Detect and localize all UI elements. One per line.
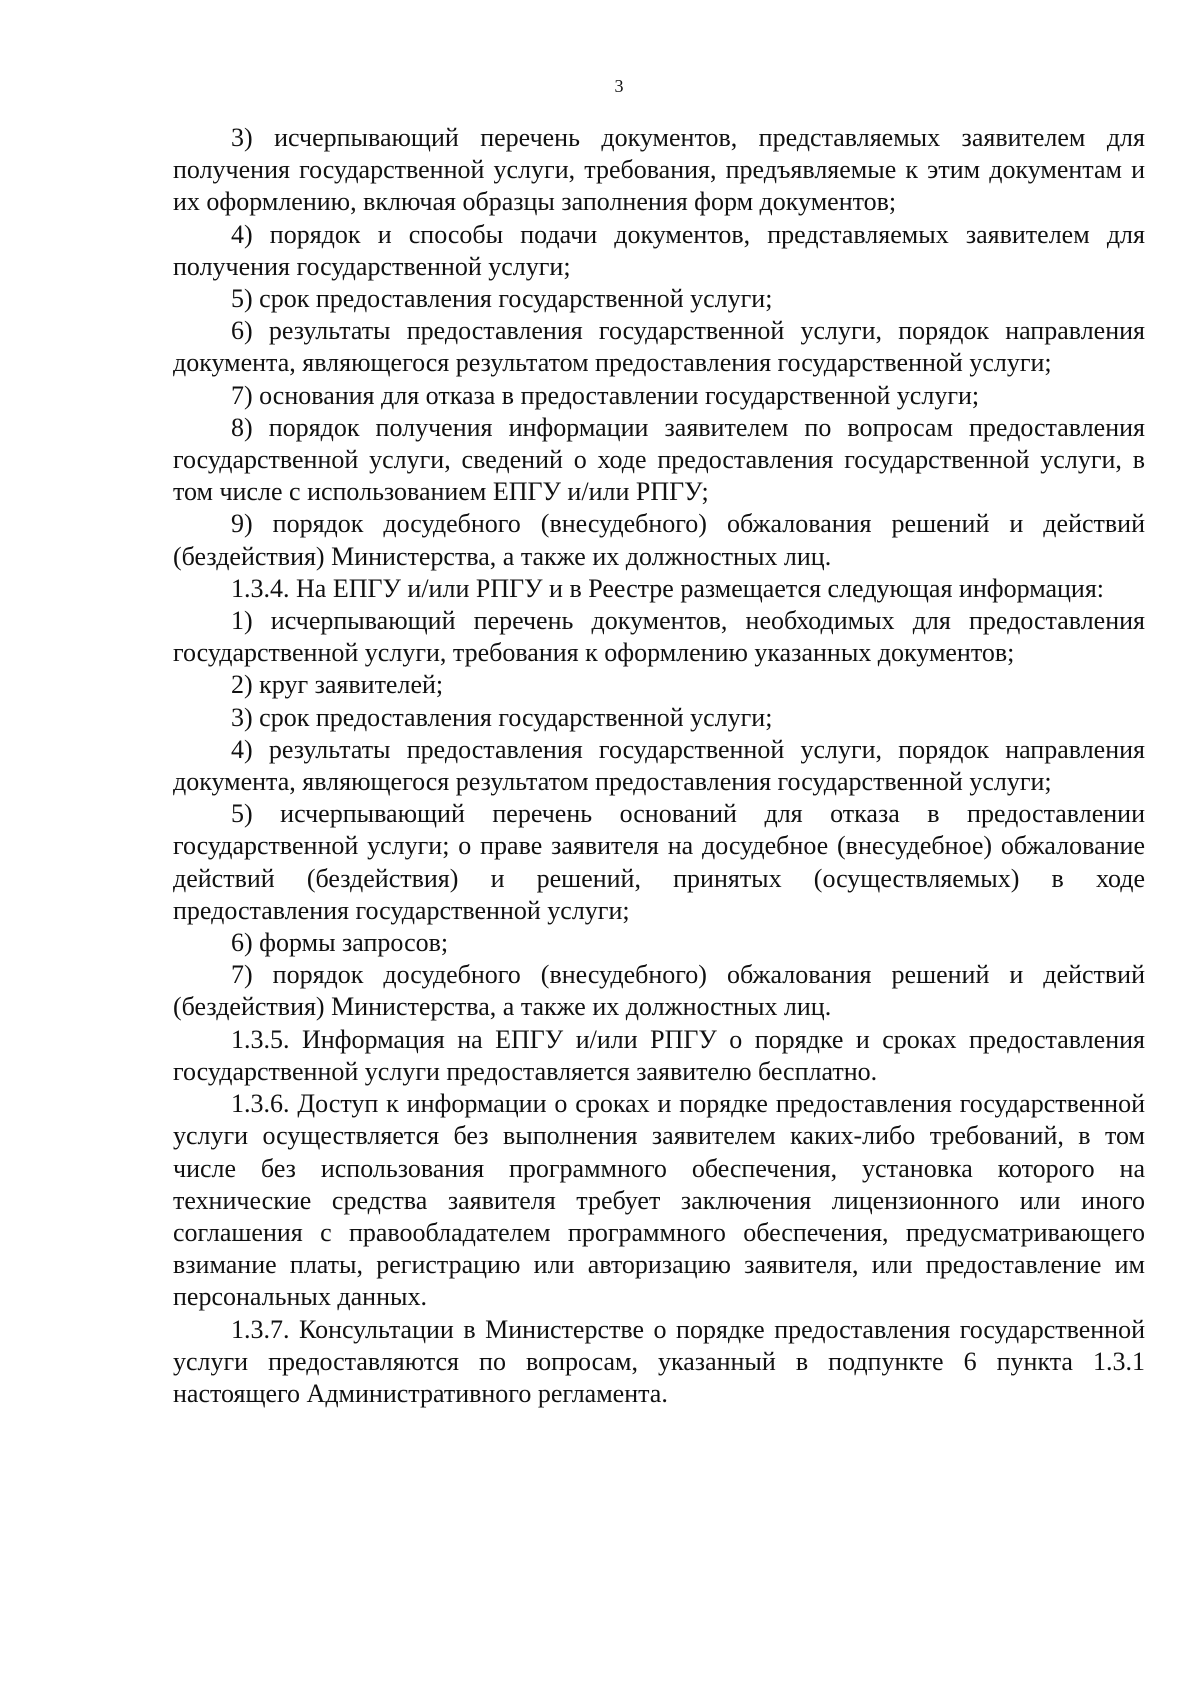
- paragraph: 6) формы запросов;: [231, 928, 449, 958]
- paragraph: 1.3.6. Доступ к информации о сроках и порядке предоставления государственной услуги осуществляется без выполнения заявителем каких-либо требований, в том числе без использования программного обеспечения, установка которого на технические средства заявителя требует заключения лицензионного или иного соглашения с правообладателем программного обеспечения, предусматривающего взимание платы, регистрацию или авторизацию заявителя, или предоставление им персональных данных.: [173, 1089, 1145, 1312]
- paragraph: 8) порядок получения информации заявителем по вопросам предоставления государственной услуги, сведений о ходе предоставления государственной услуги, в том числе с использованием ЕПГУ и/или РПГУ;: [173, 412, 1145, 507]
- paragraph: 9) порядок досудебного (внесудебного) обжалования решений и действий (бездействия) Министерства, а также их должностных лиц.: [173, 509, 1145, 571]
- paragraph: 3) исчерпывающий перечень документов, представляемых заявителем для получения государственной услуги, требования, предъявляемые к этим документам и их оформлению, включая образцы заполнения форм документов;: [173, 123, 1145, 217]
- paragraph: 1.3.4. На ЕПГУ и/или РПГУ и в Реестре размещается следующая информация:: [231, 573, 1105, 603]
- document-body: [173, 122, 1145, 1410]
- paragraph: 1.3.5. Информация на ЕПГУ и/или РПГУ о порядке и сроках предоставления государственной услуги предоставляется заявителю бесплатно.: [173, 1024, 1145, 1086]
- paragraph: 5) исчерпывающий перечень оснований для отказа в предоставлении государственной услуги; о праве заявителя на досудебное (внесудебное) обжалование действий (бездействия) и решений, принятых (осуществляемых) в ходе предоставления государственной услуги;: [173, 799, 1145, 925]
- paragraph: 1.3.7. Консультации в Министерстве о порядке предоставления государственной услуги предоставляются по вопросам, указанный в подпункте 6 пункта 1.3.1 настоящего Административного регламента.: [173, 1314, 1145, 1408]
- paragraph: 4) результаты предоставления государственной услуги, порядок направления документа, являющегося результатом предоставления государственной услуги;: [173, 734, 1145, 797]
- paragraph: 7) основания для отказа в предоставлении государственной услуги;: [231, 380, 980, 410]
- paragraph: 3) срок предоставления государственной услуги;: [231, 702, 773, 732]
- paragraph: 5) срок предоставления государственной услуги;: [231, 284, 773, 314]
- paragraph: 2) круг заявителей;: [231, 670, 444, 700]
- paragraph: 6) результаты предоставления государственной услуги, порядок направления документа, являющегося результатом предоставления государственной услуги;: [173, 316, 1145, 378]
- paragraph: 7) порядок досудебного (внесудебного) обжалования решений и действий (бездействия) Министерства, а также их должностных лиц.: [173, 960, 1145, 1022]
- paragraph: 1) исчерпывающий перечень документов, необходимых для предоставления государственной услуги, требования к оформлению указанных документов;: [173, 606, 1145, 668]
- page-number: 3: [614, 76, 624, 96]
- paragraph: 4) порядок и способы подачи документов, представляемых заявителем для получения государственной услуги;: [173, 219, 1145, 281]
